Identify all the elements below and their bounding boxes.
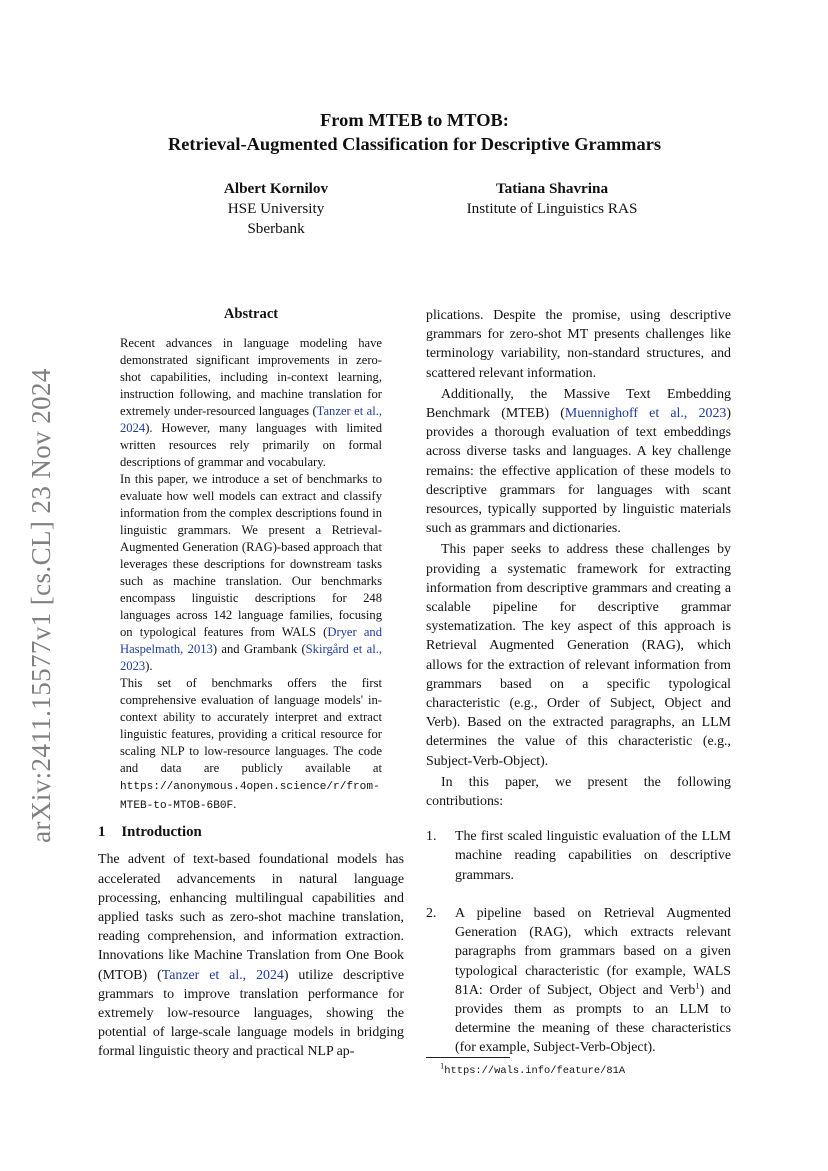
contributions-list [426, 827, 731, 1057]
abstract-p2-text: In this paper, we introduce a set of benchmarks to evaluate how well models can extract and classify information from the complex descriptions found in linguistic grammars. We present a Retrieval-Augmented Generation (RAG)-based approach that leverages these descriptions for downstream tasks such as machine translation. Our benchmarks encompass linguistic descriptions for 248 languages across 142 language families, focusing on typological features from WALS ( [120, 472, 382, 640]
abstract-p3-tail: . [233, 797, 237, 812]
citation-link[interactable]: Dryer and Haspelmath, 2013 [120, 625, 382, 657]
list-item-text-b: ) and provides them as prompts to an LLM to determine the meaning of these characteristics (for example, Subject-Verb-Object). [455, 982, 732, 1056]
abstract-p1-tail: ). However, many languages with limited written resources rely primarily on formal descriptions of grammar and vocabulary. [120, 421, 382, 470]
author-1 [176, 179, 376, 239]
title-line-1: From MTEB to MTOB: [320, 110, 509, 130]
author-2 [452, 179, 652, 219]
abstract-body [98, 335, 404, 815]
abstract-p1-text: Recent advances in language modeling have demonstrated significant improvements in zero-shot capabilities, including in-context learning, instruction following, and machine translation for extremely under-resourced languages ( [120, 336, 382, 419]
author-1-affiliation-1: HSE University [227, 200, 325, 217]
footnote-mark: 1 [440, 1060, 445, 1071]
section-number: 1 [98, 824, 106, 841]
footnote [440, 1060, 626, 1078]
abstract-paragraph-1 [120, 335, 382, 471]
right-paragraph-0: plications. Despite the promise, using descriptive grammars for zero-shot MT presents challenges like terminology variability, non-standard structures, and scattered relevant information. [426, 308, 731, 381]
code-url-link[interactable]: https://anonymous.4open.science/r/from-MTEB-to-MTOB-6B0F [120, 781, 380, 813]
citation-link[interactable]: Skirgård et al., 2023 [120, 642, 383, 674]
right-column [426, 306, 731, 1077]
title-line-2: Retrieval-Augmented Classification for Descriptive Grammars [167, 134, 662, 154]
author-2-affiliation-1: Institute of Linguistics RAS [466, 200, 638, 217]
section-heading-introduction [98, 823, 404, 842]
abstract-p2-mid: ) and Grambank ( [212, 642, 306, 657]
footnote-marker[interactable]: 1 [695, 980, 700, 991]
paper-title [98, 108, 731, 156]
list-item [426, 827, 731, 885]
right-paragraph-2: This paper seeks to address these challenges by providing a systematic framework for extracting information from descriptive grammars and creating a scalable pipeline for descriptive grammar systematization. The key aspect of this approach is Retrieval Augmented Generation (RAG), which allows for the extraction of relevant information from grammars based on a specific typological characteristic (e.g., Order of Subject, Object and Verb). Based on the extracted paragraphs, an LLM determines the value of this characteristic (e.g., Subject-Verb-Object). [426, 542, 731, 769]
citation-link[interactable]: Muennighoff et al., 2023 [564, 406, 727, 422]
arxiv-identifier-text: arXiv:2411.15577v1 [cs.CL] 23 Nov 2024 [25, 367, 56, 843]
list-item-text-a: A pipeline based on Retrieval Augmented Generation (RAG), which extracts relevant paragraphs from grammars based on a given typological characteristic (for example, WALS 81A: Order of Subject, Object and Verb [455, 905, 731, 998]
abstract-p3-text: This set of benchmarks offers the first comprehensive evaluation of language models' in-context ability to accurately interpret and extract linguistic features, providing a critical resource for scaling NLP to low-resource languages. The code and data are publicly available at [120, 676, 382, 776]
list-item-text [455, 904, 731, 1058]
right-paragraph-1 [426, 385, 731, 539]
right-p1-text: Additionally, the Massive Text Embedding Benchmark (MTEB) ( [426, 386, 731, 422]
author-1-affiliation-2: Sberbank [247, 220, 305, 237]
arxiv-identifier [26, 360, 56, 850]
left-column [98, 305, 404, 1062]
list-item-number: 1. [426, 829, 437, 845]
footnote-url-link[interactable]: https://wals.info/feature/81A [444, 1065, 626, 1077]
citation-link[interactable]: Tanzer et al., 2024 [161, 967, 284, 983]
list-item [426, 904, 731, 1058]
citation-link[interactable]: Tanzer et al., 2024 [120, 404, 382, 436]
intro-p1-text: The advent of text-based foundational models has accelerated advancements in natural language processing, enhancing multilingual capabilities and applied tasks such as zero-shot machine translation, reading comprehension, and information extraction. Innovations like Machine Translation from One Book (MTOB) ( [98, 852, 404, 983]
list-item-text: The first scaled linguistic evaluation of the LLM machine reading capabilities on descriptive grammars. [455, 829, 731, 883]
author-2-name: Tatiana Shavrina [495, 180, 609, 197]
abstract-heading: Abstract [223, 306, 279, 322]
right-paragraph-3: In this paper, we present the following contributions: [426, 774, 731, 810]
abstract-paragraph-2 [120, 471, 382, 675]
author-1-name: Albert Kornilov [223, 180, 329, 197]
intro-paragraph-1 [98, 850, 404, 1061]
footnote-rule [426, 1057, 510, 1058]
abstract-paragraph-3 [120, 675, 382, 815]
right-p1-tail: ) provides a thorough evaluation of text embeddings across diverse tasks and languages. A key challenge remains: the effective application of these models to descriptive grammars for languages with scant resources, typically supported by linguistic materials such as grammars and dictionaries. [426, 406, 731, 537]
list-item-number: 2. [426, 905, 437, 921]
abstract-p2-tail: ). [145, 659, 153, 674]
section-title: Introduction [121, 824, 202, 841]
intro-p1-tail: ) utilize descriptive grammars to improve translation performance for extremely low-resource languages, showing the potential of large-scale language models in bridging formal linguistic theory and practical NLP ap- [98, 967, 405, 1060]
